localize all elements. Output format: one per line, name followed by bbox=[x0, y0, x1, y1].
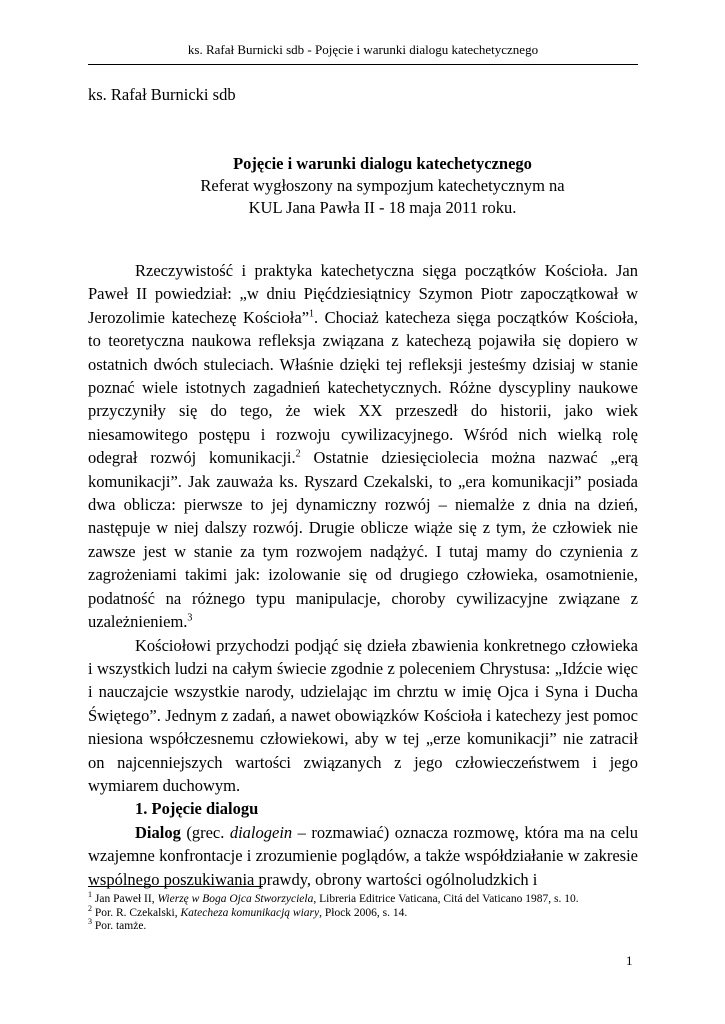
paragraph-2: Kościołowi przychodzi podjąć się dzieła zbawienia konkretnego człowieka i wszystkich ludzi na całym świecie zgodnie z poleceniem Chrystusa: „Idźcie więc i nauczajcie wszystkie narody, udzielając im chrztu w imię Ojca i Syna i Ducha Świętego”. Jednym z zadań, a nawet obowiązków Kościoła i katechezy jest pomoc niesiona współczesnemu człowiekowi, aby w tej „erze komunikacji” nie zatracił on najcenniejszych wartości związanych z jego człowieczeństwem i jego wymiarem duchowym. bbox=[88, 635, 638, 795]
footnote-1-text-a: Jan Paweł II, bbox=[92, 893, 158, 905]
document-title: Pojęcie i warunki dialogu katechetycznego bbox=[233, 154, 532, 173]
footnote-2-text-a: Por. R. Czekalski, bbox=[92, 906, 181, 919]
running-head: ks. Rafał Burnicki sdb - Pojęcie i warunki dialogu katechetycznego bbox=[187, 42, 539, 57]
paragraph-3-text-b: – rozmawiać) oznacza rozmowę, która ma na celu wzajemne konfrontacje i zrozumienie poglądów, a także współdziałanie w zakresie wspólnego poszukiwania prawdy, obrony wartości ogólnoludzkich i bbox=[88, 822, 638, 889]
footnote-2-text-b: , Płock 2006, s. 14. bbox=[319, 906, 408, 919]
document-subtitle-line-2: KUL Jana Pawła II - 18 maja 2011 roku. bbox=[248, 198, 517, 217]
page-number: 1 bbox=[626, 953, 633, 968]
footnote-3-text-a: Por. tamże. bbox=[92, 920, 147, 932]
footnotes bbox=[88, 890, 648, 934]
greek-term: dialogein bbox=[229, 822, 293, 842]
footnote-3-number: 3 bbox=[88, 917, 92, 927]
document-body bbox=[88, 259, 638, 891]
footnote-2-title: Katecheza komunikacją wiary bbox=[180, 906, 320, 919]
footnote-ref-1: 1 bbox=[309, 308, 315, 320]
footnote-1 bbox=[88, 890, 648, 907]
footnote-2-number: 2 bbox=[88, 903, 92, 913]
paragraph-3 bbox=[88, 821, 638, 891]
footnote-1-number: 1 bbox=[88, 890, 92, 900]
paragraph-1 bbox=[88, 259, 638, 634]
title-block bbox=[130, 153, 635, 219]
header-rule bbox=[88, 64, 638, 65]
section-heading-1: 1. Pojęcie dialogu bbox=[135, 799, 259, 819]
footnote-3 bbox=[88, 917, 648, 934]
footnote-ref-2: 2 bbox=[295, 448, 301, 460]
footnote-2 bbox=[88, 903, 648, 921]
paragraph-3-text-a: (grec. bbox=[180, 822, 230, 842]
paragraph-1-text-c: Ostatnie dziesięciolecia można nazwać „erą komunikacji”. Jak zauważa ks. Ryszard Czekalski, to „era komunikacji” posiada dwa oblicza: pierwsze to jej dynamiczny rozwój – niemalże z dnia na dzień, następuje w niej dalszy rozwój. Drugie oblicze wiąże się z tym, że człowiek nie zawsze jest w stanie za tym rozwojem nadążyć. I tutaj mamy do czynienia z zagrożeniami takimi jak: izolowanie się od drugiego człowieka, osamotnienie, podatność na różnego typu manipulacje, choroby cywilizacyjne związane z uzależnieniem. bbox=[88, 448, 639, 632]
footnote-1-text-b: , Libreria Editrice Vaticana, Citá del Vaticano 1987, s. 10. bbox=[313, 893, 579, 905]
author-name: ks. Rafał Burnicki sdb bbox=[88, 85, 236, 104]
term-dialog: Dialog bbox=[135, 822, 181, 842]
paragraph-1-text-b: . Chociaż katecheza sięga początków Kościoła, to teoretyczna naukowa refleksja związana z katechezą pojawiła się dopiero w ostatnich dwóch stuleciach. Właśnie dzięki tej refleksji jesteśmy dzisiaj w stanie poznać wiele istotnych zagadnień katechetycznych. Różne dyscypliny naukowe przyczyniły się do tego, że wiek XX przeszedł do historii, jako wiek niesamowitego postępu i rozwoju cywilizacyjnego. Wśród nich wielką rolę odegrał rozwój komunikacji. bbox=[88, 307, 638, 468]
document-subtitle-line-1: Referat wygłoszony na sympozjum katechetycznym na bbox=[200, 176, 565, 195]
paragraph-1-text-a: Rzeczywistość i praktyka katechetyczna sięga początków Kościoła. Jan Paweł II powiedział: „w dniu Pięćdziesiątnicy Szymon Piotr zapoczątkował w Jerozolimie katechezę Kościoła” bbox=[88, 261, 638, 327]
footnote-rule bbox=[88, 886, 263, 887]
footnote-1-title: Wierzę w Boga Ojca Stworzyciela bbox=[157, 893, 314, 905]
footnote-ref-3: 3 bbox=[187, 612, 193, 624]
